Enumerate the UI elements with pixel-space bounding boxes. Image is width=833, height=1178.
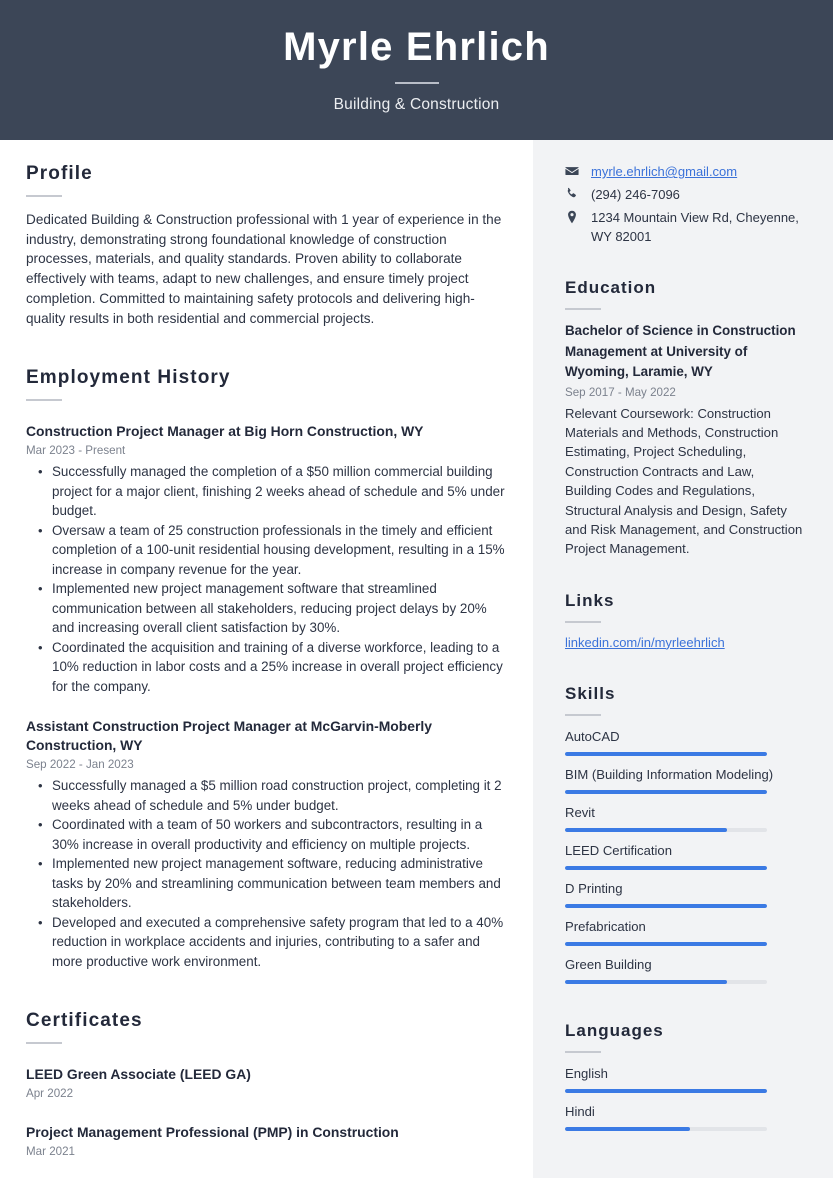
skill-label: Revit	[565, 804, 595, 820]
section-rule	[26, 1042, 62, 1044]
skill-bar-track	[565, 828, 767, 832]
section-employment-history	[26, 366, 505, 971]
skill-label: Prefabrication	[565, 918, 646, 934]
section-certificates	[26, 1009, 505, 1160]
skill-bar-track	[565, 790, 767, 794]
skill-label: D Printing	[565, 880, 623, 896]
envelope-icon	[565, 162, 583, 178]
skill-bar-fill	[565, 790, 767, 794]
education-degree: Bachelor of Science in Construction Management at University of Wyoming, Laramie, WY	[565, 323, 796, 379]
skill-bar-fill	[565, 752, 767, 756]
section-rule	[26, 195, 62, 197]
spacer	[565, 993, 803, 1019]
certificates-heading: Certificates	[26, 1010, 143, 1032]
skill-item	[565, 917, 803, 946]
skill-bar-track	[565, 904, 767, 908]
certificate-entry	[26, 1123, 505, 1160]
education-heading: Education	[565, 278, 657, 297]
spacer	[565, 563, 803, 589]
contact-row-address	[565, 208, 803, 246]
job-bullets	[26, 776, 505, 971]
address-value: 1234 Mountain View Rd, Cheyenne, WY 82001	[591, 210, 799, 244]
skill-item	[565, 879, 803, 908]
section-languages	[565, 1019, 803, 1131]
skill-bar-track	[565, 942, 767, 946]
skill-bar-fill	[565, 828, 727, 832]
bullet-item: • Successfully managed a $5 million road construction project, completing it 2 weeks ahead of schedule and 5% under budget.	[52, 776, 505, 815]
skill-item	[565, 765, 803, 794]
skill-bar-fill	[565, 942, 767, 946]
phone-icon	[565, 185, 583, 201]
skill-label: Green Building	[565, 956, 652, 972]
language-item	[565, 1064, 803, 1093]
skill-item	[565, 955, 803, 984]
language-bar-fill	[565, 1127, 690, 1131]
page-title: Myrle Ehrlich	[283, 25, 550, 69]
bullet-item: • Coordinated with a team of 50 workers and subcontractors, resulting in a 30% increase in overall productivity and efficiency on multiple projects.	[52, 815, 505, 854]
location-pin-icon	[565, 208, 583, 224]
sidebar-column	[533, 140, 833, 1178]
profile-heading: Profile	[26, 163, 93, 184]
skill-bar-track	[565, 866, 767, 870]
section-rule	[565, 308, 601, 310]
skill-item	[565, 727, 803, 756]
skill-bar-track	[565, 752, 767, 756]
education-description: Relevant Coursework: Construction Materials and Methods, Construction Estimating, Project Scheduling, Construction Contracts and Law, Building Codes and Regulations, Structural Analysis and Design, Safety and Risk Management, and Construction Project Management.	[565, 405, 803, 557]
job-date: Sep 2022 - Jan 2023	[26, 758, 134, 772]
language-bar-track	[565, 1127, 767, 1131]
certificate-title: LEED Green Associate (LEED GA)	[26, 1066, 251, 1083]
language-item	[565, 1102, 803, 1131]
skill-item	[565, 841, 803, 870]
linkedin-link[interactable]: linkedin.com/in/myrleehrlich	[565, 634, 725, 650]
section-skills	[565, 682, 803, 984]
spacer	[565, 656, 803, 682]
certificate-date: Apr 2022	[26, 1087, 74, 1101]
certificate-title: Project Management Professional (PMP) in Construction	[26, 1124, 399, 1141]
bullet-item: • Implemented new project management software that streamlined communication between all stakeholders, reducing project delays by 20% and increasing overall client satisfaction by 30%.	[52, 579, 505, 638]
skill-label: AutoCAD	[565, 728, 620, 744]
language-label: Hindi	[565, 1103, 595, 1119]
profile-text: Dedicated Building & Construction professional with 1 year of experience in the industry, demonstrating strong foundational knowledge of construction processes, materials, and quality standards. Proven ability to collaborate effectively with teams, adapt to new challenges, and ensure timely project completion. Committed to maintaining safety protocols and delivering high-quality results in both residential and commercial projects.	[26, 212, 502, 326]
language-bar-fill	[565, 1089, 767, 1093]
contact-value	[591, 162, 803, 181]
resume-header	[0, 0, 833, 140]
resume-body	[0, 140, 833, 1178]
spacer	[26, 975, 505, 1009]
bullet-item: • Coordinated the acquisition and training of a diverse workforce, leading to a 10% reduction in labor costs and a 25% increase in overall project efficiency for the company.	[52, 638, 505, 697]
links-heading: Links	[565, 590, 615, 610]
bullet-item: • Oversaw a team of 25 construction professionals in the timely and efficient completion of a 100-unit residential housing development, resulting in a 15% increase in company revenue for the year.	[52, 521, 505, 580]
section-links	[565, 589, 803, 652]
section-rule	[565, 714, 601, 716]
bullet-item: • Implemented new project management software, reducing administrative tasks by 20% and streamlining communication between team members and stakeholders.	[52, 854, 505, 913]
skills-heading: Skills	[565, 683, 616, 703]
job-bullets	[26, 462, 505, 696]
languages-heading: Languages	[565, 1020, 664, 1040]
skill-bar-fill	[565, 980, 727, 984]
skill-bar-fill	[565, 904, 767, 908]
bullet-item: • Developed and executed a comprehensive safety program that led to a 40% reduction in workplace accidents and injuries, contributing to a safer and more productive work environment.	[52, 913, 505, 972]
header-divider	[395, 82, 439, 84]
skill-label: LEED Certification	[565, 842, 672, 858]
skill-bar-track	[565, 980, 767, 984]
spacer	[565, 250, 803, 276]
email-link[interactable]: myrle.ehrlich@gmail.com	[591, 164, 738, 179]
education-date: Sep 2017 - May 2022	[565, 385, 676, 399]
skill-bar-fill	[565, 866, 767, 870]
certificate-entry	[26, 1065, 505, 1102]
contact-details	[565, 162, 803, 246]
skill-label: BIM (Building Information Modeling)	[565, 766, 774, 782]
section-rule	[565, 621, 601, 623]
certificate-date: Mar 2021	[26, 1145, 75, 1159]
section-education	[565, 276, 803, 559]
job-date: Mar 2023 - Present	[26, 444, 126, 458]
job-title: Assistant Construction Project Manager at McGarvin-Moberly Construction, WY	[26, 718, 432, 754]
job-title: Construction Project Manager at Big Horn Construction, WY	[26, 423, 424, 440]
employment-entry	[26, 717, 505, 971]
bullet-item: • Successfully managed the completion of a $50 million commercial building project for a major client, finishing 2 weeks ahead of schedule and 5% under budget.	[52, 462, 505, 521]
section-rule	[565, 1051, 601, 1053]
section-profile	[26, 162, 505, 328]
section-rule	[26, 399, 62, 401]
contact-row-email	[565, 162, 803, 181]
contact-row-phone	[565, 185, 803, 204]
language-bar-track	[565, 1089, 767, 1093]
main-column	[0, 140, 533, 1178]
phone-value: (294) 246-7096	[591, 187, 680, 202]
spacer	[26, 332, 505, 366]
header-job-title: Building & Construction	[333, 96, 500, 113]
skill-item	[565, 803, 803, 832]
employment-entry	[26, 422, 505, 696]
employment-heading: Employment History	[26, 367, 231, 389]
language-label: English	[565, 1065, 608, 1081]
